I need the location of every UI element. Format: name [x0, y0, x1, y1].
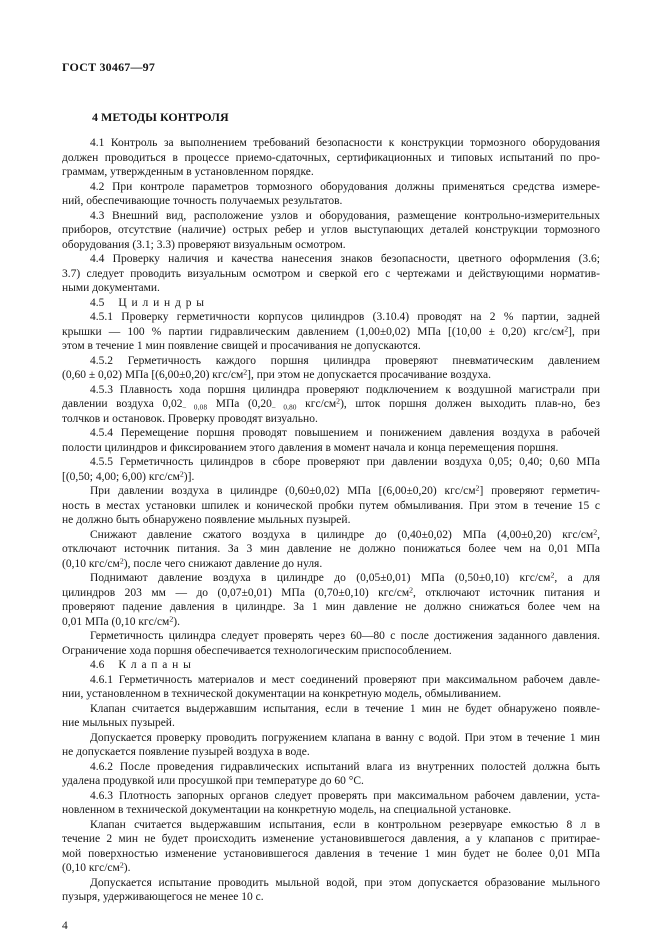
text-line: [62, 702, 600, 717]
text-line: [62, 180, 600, 195]
text-line: [62, 557, 600, 572]
paragraph: [62, 296, 600, 311]
superscript: 2: [243, 367, 248, 377]
text-run: [(0,50; 4,00; 6,00) кгс/см: [62, 470, 180, 483]
text-run: 4.6: [90, 659, 105, 671]
text-run: удалена продувкой или просушкой при температуре до 60 °С.: [62, 775, 364, 787]
text-run: 3.7) следует проводить визуальным осмотром и сверкой его с чертежами и действующими норматив-: [62, 267, 600, 280]
text-run: Допускается проверку проводить погружением клапана в ванну с водой. При этом в течение 1 мин: [90, 731, 600, 744]
paragraph: [62, 629, 600, 658]
superscript: 2: [336, 396, 341, 406]
text-line: [62, 890, 600, 905]
text-run: давлении воздуха 0,02: [62, 398, 183, 410]
text-line: [62, 209, 600, 224]
paragraph: [62, 354, 600, 383]
text-line: [62, 803, 600, 818]
paragraph: [62, 252, 600, 296]
text-line: [62, 281, 600, 296]
text-run: оборудования (3.1; 3.3) проверяют визуальным осмотром.: [62, 238, 346, 251]
page-number: 4: [62, 920, 68, 932]
text-line: [62, 513, 600, 528]
text-line: [62, 325, 600, 340]
document-body: [62, 136, 600, 905]
text-run: 0,01 МПа (0,10 кгс/см: [62, 615, 170, 628]
subscript: – 0,80: [271, 403, 297, 412]
paragraph: [62, 209, 600, 253]
text-run: ,: [597, 528, 600, 541]
text-line: [62, 528, 600, 543]
text-run: 4.5.3 Плавность хода поршня цилиндра проверяют подключением к воздушной магистрали при: [90, 383, 600, 396]
text-run: (0,10 кгс/см: [62, 862, 120, 874]
text-line: [62, 687, 600, 702]
paragraph: [62, 658, 600, 673]
text-run: 4.5.5 Герметичность цилиндров в сборе проверяют при давлении воздуха 0,05; 0,40; 0,60 МПа: [90, 456, 600, 468]
paragraph: [62, 571, 600, 629]
text-line: [62, 412, 600, 427]
text-run: 4.2 При контроле параметров тормозного оборудования должны применяться средства измере-: [90, 180, 600, 193]
text-run: (0,60 ± 0,02) МПа [(6,00±0,20) кгс/см: [62, 369, 244, 381]
text-line: [62, 745, 600, 760]
superscript: 2: [564, 323, 569, 333]
text-line: [62, 760, 600, 775]
text-line: [62, 731, 600, 746]
text-run: 4.5.4 Перемещение поршня проводят повышением и понижением давления воздуха в рабочей: [90, 427, 600, 439]
text-line: [62, 383, 600, 398]
text-run: ), после чего снижают давление до нуля.: [123, 557, 323, 570]
text-run: ).: [173, 615, 180, 628]
text-line: [62, 484, 600, 499]
text-run: 4.5.2 Герметичность каждого поршня цилиндра проверяют пневматическим давлением: [90, 354, 600, 367]
text-run: отключают источник питания. За 3 мин давление не должно понижаться более чем на 0,01 МПа: [62, 543, 600, 555]
text-run: не допускается появление пузырей воздуха в воде.: [62, 746, 310, 758]
text-line: [62, 644, 600, 659]
text-run: Допускается испытание проводить мыльной водой, при этом допускается образование мыльного: [90, 876, 600, 889]
superscript: 2: [119, 555, 124, 565]
text-line: [62, 441, 600, 456]
section-title: 4 МЕТОДЫ КОНТРОЛЯ: [92, 110, 229, 124]
text-run: ными документами.: [62, 282, 160, 294]
text-run: 4.1 Контроль за выполнением требований безопасности к конструкции тормозного оборудования: [90, 137, 600, 149]
text-line: [62, 861, 600, 876]
text-run: этом в течение 1 мин появление свищей и просачивания не допускаются.: [62, 340, 421, 352]
text-run: нии, установленном в технической документации на конкретную модель, обмыливанием.: [62, 688, 502, 700]
text-run: Герметичность цилиндра следует проверять через 60—80 с после достижения заданного давления.: [90, 630, 600, 642]
superscript: 2: [119, 860, 124, 870]
text-run: ).: [123, 862, 131, 874]
superscript: 2: [475, 483, 480, 493]
paragraph: [62, 760, 600, 789]
text-run: не должно быть обнаружено появление мыльных пузырей.: [62, 514, 351, 526]
superscript: 2: [179, 468, 184, 478]
text-run: проверяют падение давления в цилиндре. За 1 мин давление не должно снижаться более чем на: [62, 601, 600, 613]
text-line: [62, 368, 600, 383]
text-run: ность в местах установки шпилек и конической пробки путем обмыливания. При этом в течение 15 с: [62, 499, 600, 512]
text-line: [62, 455, 600, 470]
superscript: 2: [593, 526, 598, 536]
text-line: [62, 716, 600, 731]
text-line: [62, 194, 600, 209]
text-line: [62, 499, 600, 514]
text-run: новленном в технической документации на конкретную модель, на специальной установке.: [62, 804, 512, 816]
text-run: должен проводиться в процессе приемо-сдаточных, сертификационных и типовых испытаний по про-: [62, 151, 600, 164]
superscript: 2: [550, 570, 555, 580]
text-run: 4.4 Проверку наличия и качества нанесения знаков безопасности, цветного оформления (3.6;: [90, 253, 600, 265]
text-run: 4.6.2 После проведения гидравлических испытаний влага из внутренних полостей должна быть: [90, 760, 600, 773]
text-run: ] проверяют герметич-: [479, 485, 600, 497]
text-line: [62, 571, 600, 586]
superscript: 2: [169, 613, 174, 623]
text-line: [62, 223, 600, 238]
text-line: [62, 151, 600, 166]
text-line: [62, 774, 600, 789]
subscript: – 0,08: [182, 403, 208, 412]
text-run: 4.5.1 Проверку герметичности корпусов цилиндров (3.10.4) проводят на 2 % партии, задней: [90, 311, 600, 323]
paragraph: [62, 789, 600, 818]
text-line: [62, 252, 600, 267]
paragraph: [62, 310, 600, 354]
text-run: 4.6.3 Плотность запорных органов следует проверять при максимальном рабочем давлении, уста-: [90, 789, 600, 802]
paragraph: [62, 528, 600, 572]
text-run: полости цилиндров и фиксированием этого давления в момент начала и конца перемещения поршня.: [62, 441, 559, 454]
text-run: Клапан считается выдержавшим испытания, если в контрольном резервуаре емкостью 8 л в: [90, 818, 600, 831]
text-run: При давлении воздуха в цилиндре (0,60±0,02) МПа [(6,00±0,20) кгс/см: [90, 485, 476, 497]
paragraph: [62, 180, 600, 209]
paragraph: [62, 484, 600, 528]
paragraph: [62, 673, 600, 702]
text-run: ), шток поршня должен выходить плав-но, без: [340, 398, 601, 410]
text-run: крышки — 100 % партии гидравлическим давлением (1,00±0,02) МПа [(10,00 ± 0,20) кгс/см: [62, 325, 565, 338]
text-run: )].: [183, 470, 195, 483]
text-run: ний, обеспечивающие точность получаемых результатов.: [62, 195, 343, 207]
text-line: [62, 789, 600, 804]
paragraph: [62, 818, 600, 876]
text-run: , а для: [554, 572, 600, 584]
text-line: [62, 165, 600, 180]
text-run: толчков и остановок. Проверку проводят визуально.: [62, 412, 318, 425]
text-run: пузыря, удерживающегося не менее 10 с.: [62, 891, 264, 903]
text-line: [62, 600, 600, 615]
text-run: 4.5: [90, 296, 105, 309]
text-line: [62, 847, 600, 862]
text-line: [62, 136, 600, 151]
text-run: мой поверхностью изменение установившегося давления в течение 1 мин будет не более 0,01 МПа: [62, 847, 600, 860]
text-run: кгс/см: [296, 398, 337, 410]
paragraph: [62, 731, 600, 760]
text-run: Ограничение хода поршня обеспечивается технологическим приспособлением.: [62, 644, 452, 657]
text-line: [62, 426, 600, 441]
text-line: [62, 238, 600, 253]
text-line: [62, 673, 600, 688]
text-run: ние мыльных пузырей.: [62, 717, 175, 729]
text-run: Поднимают давление воздуха в цилиндре до (0,05±0,01) МПа (0,50±0,10) кгс/см: [90, 572, 551, 584]
text-run: 4.3 Внешний вид, расположение узлов и оборудования, размещение контрольно-измерительных: [90, 209, 600, 222]
text-run: МПа (0,20: [207, 398, 272, 410]
paragraph: [62, 383, 600, 427]
text-run: Снижают давление сжатого воздуха в цилиндре до (0,40±0,02) МПа (4,00±0,20) кгс/см: [90, 528, 594, 541]
text-line: [62, 397, 600, 412]
text-run: течение 2 мин не будет происходить изменение установившегося давления, а у клапанов с притирае-: [62, 833, 600, 845]
text-line: [62, 542, 600, 557]
text-line: [62, 818, 600, 833]
superscript: 2: [409, 584, 414, 594]
document-code: ГОСТ 30467—97: [62, 60, 156, 74]
spaced-heading: Клапаны: [118, 659, 196, 671]
text-line: [62, 629, 600, 644]
text-line: [62, 586, 600, 601]
text-line: [62, 615, 600, 630]
text-line: [62, 267, 600, 282]
text-line: [62, 876, 600, 891]
paragraph: [62, 455, 600, 484]
text-run: Клапан считается выдержавшим испытания, если в течение 1 мин не будет обнаружено появле-: [90, 702, 600, 715]
text-line: [62, 658, 600, 673]
paragraph: [62, 136, 600, 180]
text-line: [62, 354, 600, 369]
text-line: [62, 832, 600, 847]
text-run: ], при этом не допускается просачивание воздуха.: [247, 369, 492, 381]
paragraph: [62, 702, 600, 731]
text-run: приборов, отсутствие (наличие) острых ребер и углов выступающих деталей конструкции тормозного: [62, 224, 600, 236]
text-run: 4.6.1 Герметичность материалов и мест соединений проверяют при максимальном рабочем давле-: [90, 673, 600, 686]
text-run: цилиндров 203 мм — до (0,07±0,01) МПа (0,70±0,10) кгс/см: [62, 586, 410, 599]
text-run: , отключают источник питания и: [413, 586, 600, 599]
text-line: [62, 339, 600, 354]
spaced-heading: Цилиндры: [118, 296, 209, 309]
paragraph: [62, 876, 600, 905]
paragraph: [62, 426, 600, 455]
text-line: [62, 470, 600, 485]
text-run: (0,10 кгс/см: [62, 557, 120, 570]
text-run: граммам, утвержденным в установленном порядке.: [62, 166, 314, 178]
text-line: [62, 310, 600, 325]
text-run: ], при: [568, 325, 601, 338]
text-line: [62, 296, 600, 311]
